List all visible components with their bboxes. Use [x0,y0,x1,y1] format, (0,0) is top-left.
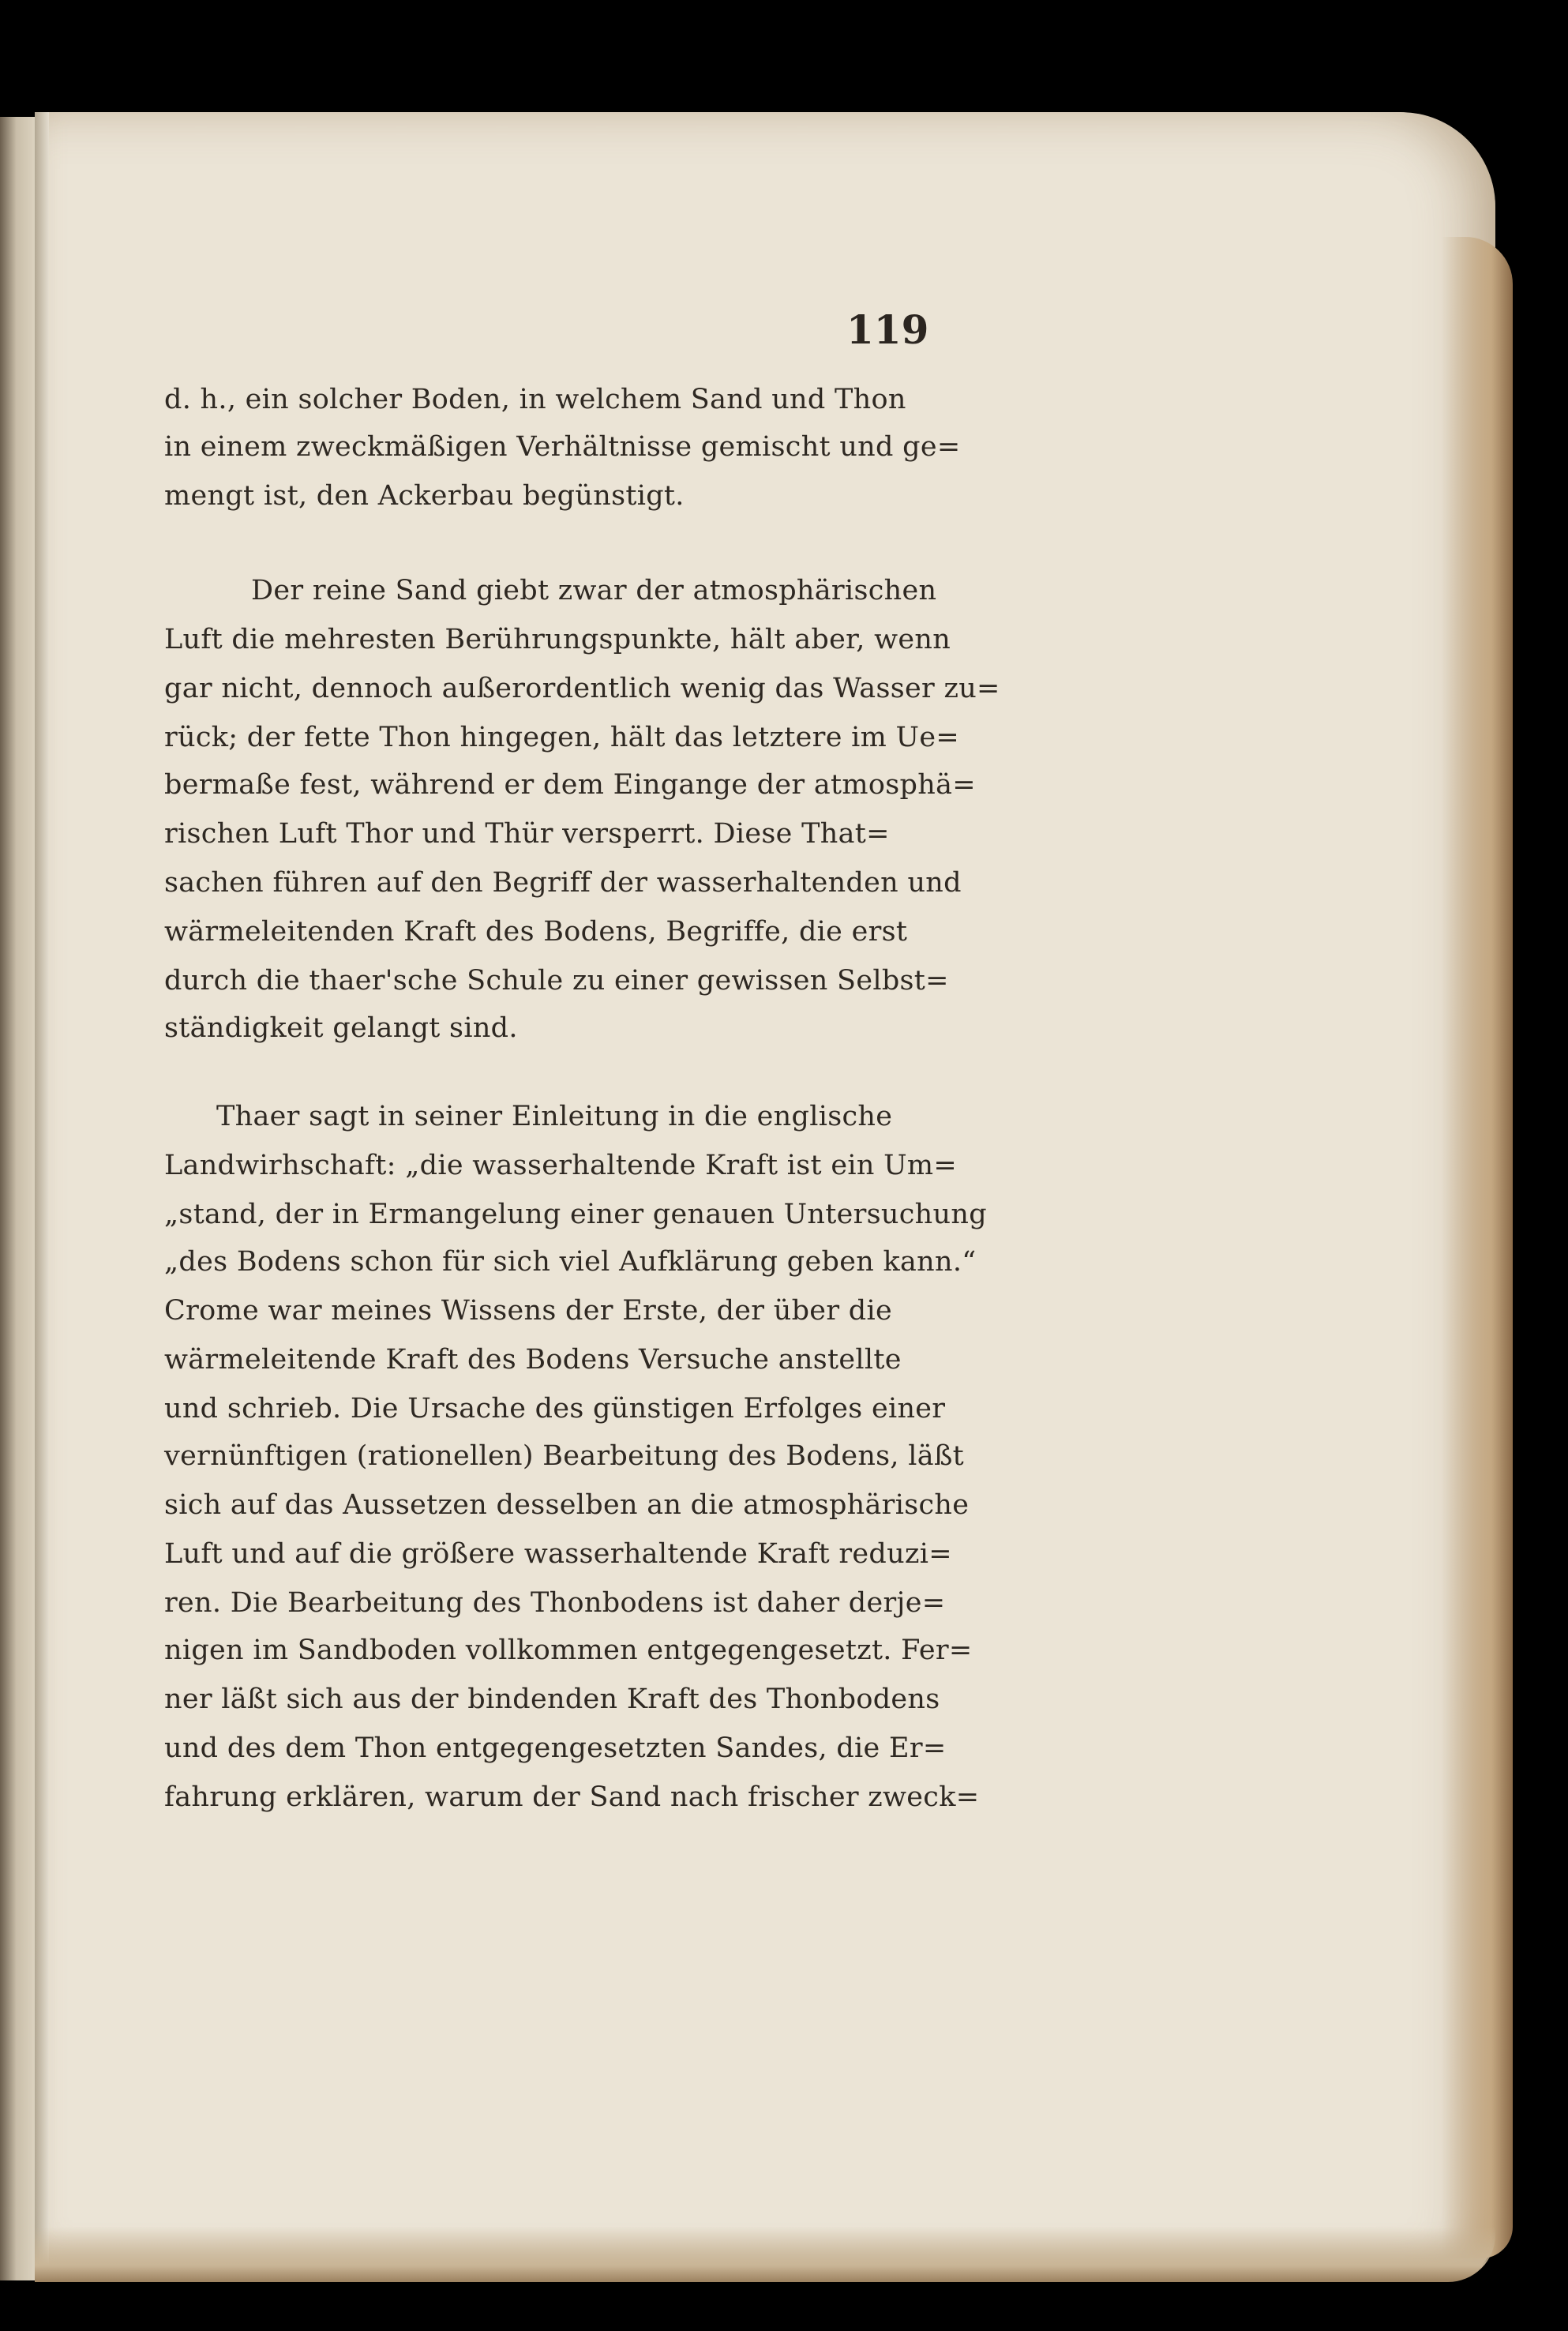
text-line: Crome war meines Wissens der Erste, der über die [164,1295,892,1327]
text-line: durch die thaer'sche Schule zu einer gewissen Selbst= [164,965,949,997]
text-line: „stand, der in Ermangelung einer genauen Untersuchung [164,1199,987,1230]
text-line: ren. Die Bearbeitung des Thonbodens ist daher derje= [164,1587,946,1619]
text-line: wärmeleitenden Kraft des Bodens, Begriffe, die erst [164,916,908,948]
text-line: bermaße fest, während er dem Eingange der atmosphä= [164,769,976,801]
text-line: rück; der fette Thon hingegen, hält das letztere im Ue= [164,722,959,753]
page-number: 119 [846,306,929,353]
text-line: sich auf das Aussetzen desselben an die atmosphärische [164,1489,970,1521]
text-line: Luft und auf die größere wasserhaltende Kraft reduzi= [164,1538,952,1570]
text-line: nigen im Sandboden vollkommen entgegengesetzt. Fer= [164,1635,973,1666]
text-line: mengt ist, den Ackerbau begünstigt. [164,480,685,512]
text-line: und des dem Thon entgegengesetzten Sandes, die Er= [164,1732,947,1764]
text-line: Luft die mehresten Berührungspunkte, hält aber, wenn [164,624,951,655]
text-line: wärmeleitende Kraft des Bodens Versuche anstellte [164,1344,902,1376]
page-bottom-edge [35,2227,1495,2282]
text-line: „des Bodens schon für sich viel Aufklärung geben kann.“ [164,1246,977,1278]
page-right-edge-stain [1442,237,1513,2258]
page-gutter [35,112,49,2279]
text-line: vernünftigen (rationellen) Bearbeitung des Bodens, läßt [164,1440,964,1472]
text-line: sachen führen auf den Begriff der wasserhaltenden und [164,867,962,899]
text-line: in einem zweckmäßigen Verhältnisse gemischt und ge= [164,431,961,463]
text-line: Landwirhschaft: „die wasserhaltende Kraft ist ein Um= [164,1150,958,1181]
text-line: und schrieb. Die Ursache des günstigen Erfolges einer [164,1393,946,1424]
text-line: gar nicht, dennoch außerordentlich wenig das Wasser zu= [164,673,1000,704]
text-line: Der reine Sand giebt zwar der atmosphärischen [251,575,937,606]
text-line: fahrung erklären, warum der Sand nach frischer zweck= [164,1781,980,1813]
text-line: ständigkeit gelangt sind. [164,1012,518,1044]
text-line: ner läßt sich aus der bindenden Kraft des Thonbodens [164,1684,940,1715]
text-line: d. h., ein solcher Boden, in welchem Sand und Thon [164,384,906,415]
text-line: rischen Luft Thor und Thür versperrt. Diese That= [164,818,890,850]
text-line: Thaer sagt in seiner Einleitung in die englische [216,1101,893,1132]
